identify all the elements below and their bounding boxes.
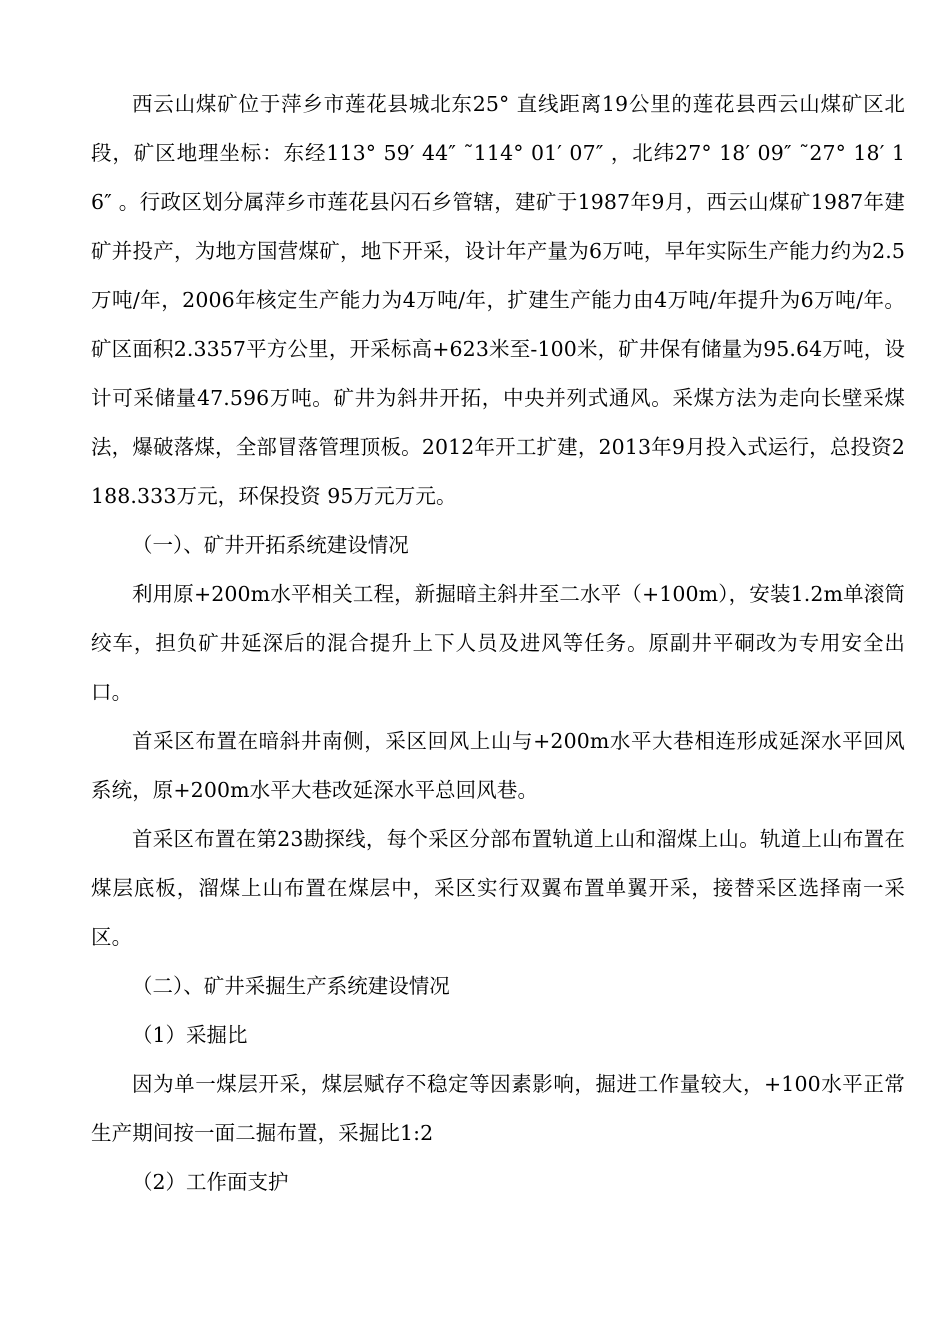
document-page [91,80,905,1207]
mining-ratio-paragraph: 因为单一煤层开采，煤层赋存不稳定等因素影响，掘进工作量较大，+100水平正常生产期间按一面二掘布置，采掘比1:2 [91,1072,905,1145]
subsection-heading-1: （1）采掘比 [132,1023,248,1047]
development-paragraph-3: 首采区布置在第23勘探线，每个采区分部布置轨道上山和溜煤上山。轨道上山布置在煤层底板，溜煤上山布置在煤层中，采区实行双翼布置单翼开采，接替采区选择南一采区。 [91,827,905,949]
section-heading-1: （一）、矿井开拓系统建设情况 [132,533,409,557]
subsection-heading-2: （2）工作面支护 [132,1170,289,1194]
development-paragraph-1: 利用原+200m水平相关工程，新掘暗主斜井至二水平（+100m），安装1.2m单滚筒绞车，担负矿井延深后的混合提升上下人员及进风等任务。原副井平硐改为专用安全出口。 [91,582,905,704]
mine-overview-paragraph: 西云山煤矿位于萍乡市莲花县城北东25° 直线距离19公里的莲花县西云山煤矿区北段，矿区地理坐标：东经113° 59′ 44″ ˜114° 01′ 07″ ，北纬27° 18′ 09″ ˜27° 18′ 16″ 。行政区划分属萍乡市莲花县闪石乡管辖，建矿于1987年9月，西云山煤矿1987年建矿并投产，为地方国营煤矿，地下开采，设计年产量为6万吨，早年实际生产能力约为2.5万吨/年，2006年核定生产能力为4万吨/年，扩建生产能力由4万吨/年提升为6万吨/年。矿区面积2.3357平方公里，开采标高+623米至-100米，矿井保有储量为95.64万吨，设计可采储量47.596万吨。矿井为斜井开拓，中央并列式通风。采煤方法为走向长壁采煤法，爆破落煤，全部冒落管理顶板。2012年开工扩建，2013年9月投入式运行，总投资2188.333万元，环保投资 95万元万元。 [91,92,905,508]
section-heading-2: （二）、矿井采掘生产系统建设情况 [132,974,450,998]
development-paragraph-2: 首采区布置在暗斜井南侧，采区回风上山与+200m水平大巷相连形成延深水平回风系统，原+200m水平大巷改延深水平总回风巷。 [91,729,905,802]
